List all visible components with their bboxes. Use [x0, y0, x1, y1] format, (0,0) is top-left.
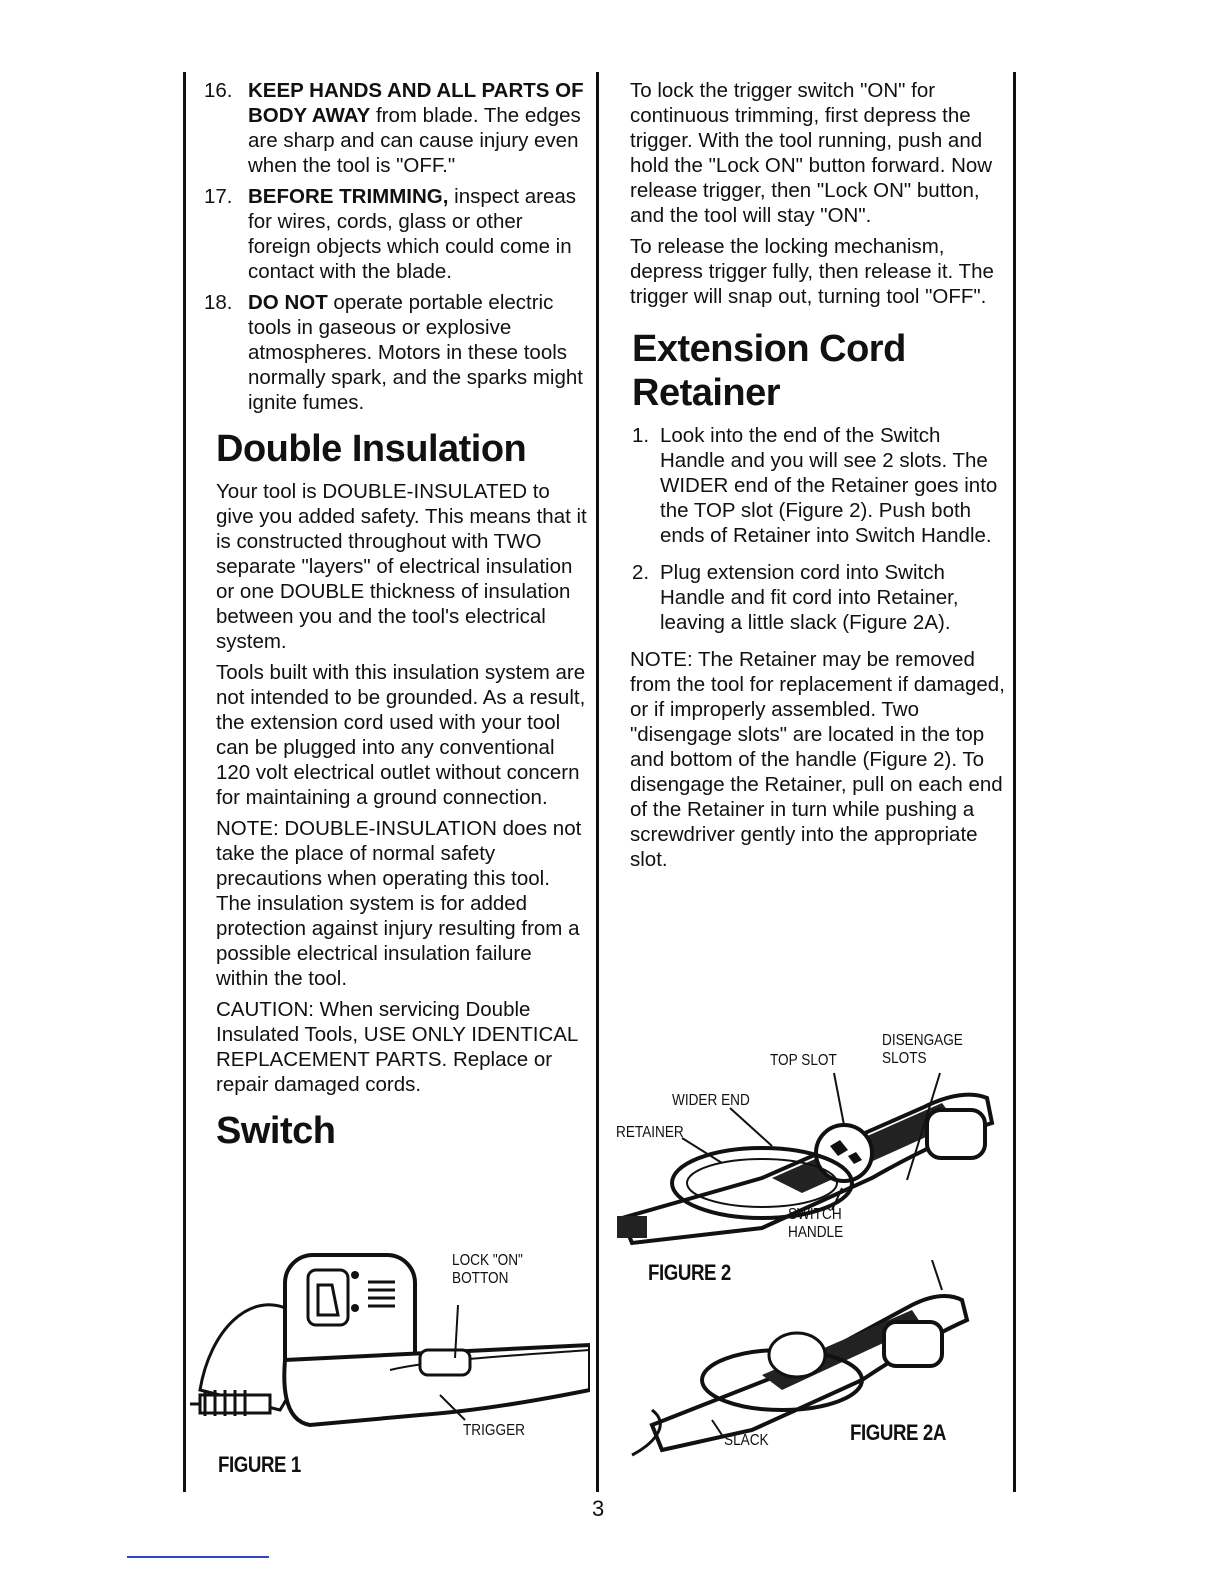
- retainer-step-2: [620, 560, 1005, 635]
- cord-in-retainer-illustration: [612, 1260, 1012, 1460]
- step-number: 2.: [632, 561, 650, 584]
- item-text: inspect areas for wires, cords, glass or other foreign objects which could come in contact with the blade.: [248, 185, 577, 283]
- right-column-rule: [1013, 72, 1016, 1492]
- figure-2a-label: FIGURE 2A: [850, 1420, 946, 1445]
- item-number: 16.: [204, 79, 233, 102]
- callout-retainer: RETAINER: [616, 1124, 684, 1141]
- retainer-steps: [620, 423, 1005, 635]
- figure-2a: [612, 1260, 1012, 1460]
- callout-wider-end: WIDER END: [672, 1092, 750, 1109]
- item-lead: DO NOT: [248, 291, 328, 314]
- lock-on-paragraph: To lock the trigger switch "ON" for continuous trimming, first depress the trigger. With the tool running, push and hold the "Lock ON" button forward. Now release trigger, then "Lock ON" button, and the tool will stay "ON".: [630, 79, 993, 227]
- heading-line: Retainer: [632, 372, 781, 414]
- double-insulation-heading: Double Insulation: [216, 428, 527, 470]
- figure-2: [612, 1028, 1012, 1288]
- retainer-step-1: [620, 423, 1005, 548]
- callout-disengage: DISENGAGE: [882, 1032, 963, 1049]
- retainer-note: NOTE: The Retainer may be removed from the tool for replacement if damaged, or if improperly assembled. Two "disengage slots" are located in the top and bottom of the handle (Figure 2). To disengage the Retainer, pull on each end of the Retainer in turn while pushing a screwdriver gently into the appropriate slot.: [630, 648, 1005, 871]
- figure-1: [190, 1240, 590, 1490]
- right-column: [620, 78, 1005, 878]
- item-lead: BEFORE TRIMMING,: [248, 185, 449, 208]
- left-column-rule: [183, 72, 186, 1492]
- item-text: from blade. The edges are sharp and can cause injury even when the tool is "OFF.": [248, 104, 581, 177]
- step-text: Plug extension cord into Switch Handle and fit cord into Retainer, leaving a little slack (Figure 2A).: [660, 561, 959, 634]
- double-insulation-paragraph: Your tool is DOUBLE-INSULATED to give you added safety. This means that it is constructed throughout with TWO separate "layers" of electrical insulation or one DOUBLE thickness of insulation between you and the tool's electrical system.: [216, 480, 587, 653]
- item-lead: KEEP HANDS AND ALL PARTS OF BODY AWAY: [248, 79, 584, 127]
- safety-item-16: [204, 78, 589, 178]
- footer-line: [127, 1556, 269, 1558]
- figure-1-label: FIGURE 1: [218, 1452, 301, 1477]
- double-insulation-caution: CAUTION: When servicing Double Insulated Tools, USE ONLY IDENTICAL REPLACEMENT PARTS. Replace or repair damaged cords.: [216, 998, 578, 1096]
- figure-2-label: FIGURE 2: [648, 1260, 731, 1285]
- heading-line: Extension Cord: [632, 328, 906, 370]
- item-number: 17.: [204, 185, 233, 208]
- left-column: [204, 78, 589, 1161]
- callout-slots: SLOTS: [882, 1050, 927, 1067]
- extension-cord-heading: [632, 327, 1005, 415]
- double-insulation-note: NOTE: DOUBLE-INSULATION does not take the place of normal safety precautions when operating this tool. The insulation system is for added protection against injury resulting from a possible electrical insulation failure within the tool.: [216, 817, 582, 990]
- page-number: 3: [592, 1496, 605, 1521]
- middle-column-rule: [596, 72, 599, 1492]
- callout-trigger: TRIGGER: [463, 1422, 525, 1439]
- item-number: 18.: [204, 291, 233, 314]
- callout-lock-on-button: LOCK "ON" BOTTON: [452, 1252, 523, 1287]
- step-text: Look into the end of the Switch Handle and you will see 2 slots. The WIDER end of the Retainer goes into the TOP slot (Figure 2). Push both ends of Retainer into Switch Handle.: [660, 424, 998, 547]
- callout-switch: SWITCH: [788, 1206, 842, 1223]
- callout-slack: SLACK: [724, 1432, 769, 1449]
- release-paragraph: To release the locking mechanism, depress trigger fully, then release it. The trigger will snap out, turning tool "OFF".: [630, 235, 994, 308]
- callout-top-slot: TOP SLOT: [770, 1052, 837, 1069]
- switch-heading: Switch: [216, 1110, 336, 1152]
- double-insulation-paragraph: Tools built with this insulation system are not intended to be grounded. As a result, the extension cord used with your tool can be plugged into any conventional 120 volt electrical outlet without concern for maintaining a ground connection.: [216, 661, 586, 809]
- item-text: operate portable electric tools in gaseous or explosive atmospheres. Motors in these tools normally spark, and the sparks might ignite fumes.: [248, 291, 583, 414]
- safety-item-17: [204, 184, 589, 284]
- step-number: 1.: [632, 424, 650, 447]
- safety-item-18: [204, 290, 589, 415]
- callout-handle: HANDLE: [788, 1224, 844, 1241]
